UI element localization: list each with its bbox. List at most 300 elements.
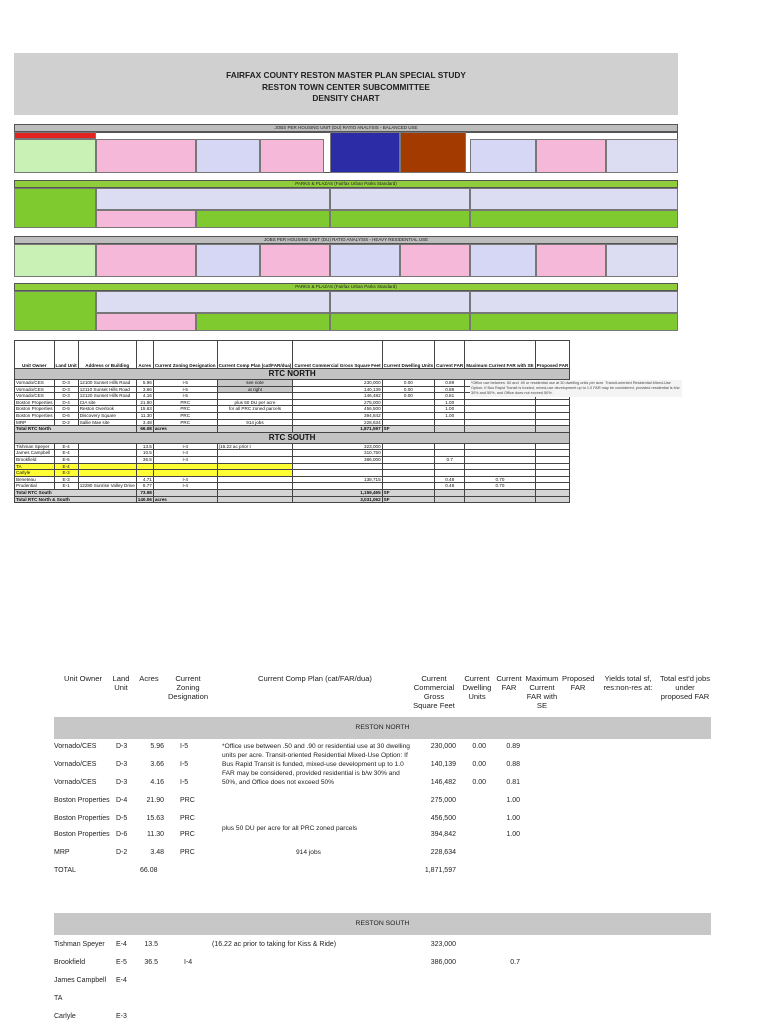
owner-cell: MRP bbox=[15, 419, 55, 426]
land-unit-cell: D-3 bbox=[116, 779, 128, 786]
far-cell: 1.00 bbox=[506, 797, 520, 804]
land-unit-cell: D-4 bbox=[116, 797, 128, 804]
maxfar-cell bbox=[465, 399, 535, 406]
sf-cell: 386,000 bbox=[293, 456, 382, 463]
col-header: Current Comp Plan (cat/FAR/dua) bbox=[217, 341, 293, 369]
propfar-cell bbox=[535, 456, 570, 463]
balanced-use-bar: JOBS PER HOUSING UNIT (DU) RATIO ANALYSIS - BALANCED USE bbox=[14, 124, 678, 132]
total-acres: 66.08 bbox=[136, 426, 153, 433]
du-cell bbox=[382, 412, 435, 419]
total-sf: 1,871,597 bbox=[293, 426, 382, 433]
grid-cell bbox=[400, 132, 466, 173]
col-header-jobs: Total est'd jobs under proposed FAR bbox=[660, 674, 710, 701]
table-row bbox=[15, 406, 570, 413]
du-cell: 0.00 bbox=[472, 743, 486, 750]
grid-cell bbox=[96, 244, 196, 277]
plan-cell bbox=[217, 463, 293, 470]
owner-cell: Boston Properties bbox=[54, 797, 110, 804]
table-row bbox=[15, 443, 570, 450]
acres-cell: 13.5 bbox=[136, 443, 153, 450]
zoning-cell: I-5 bbox=[180, 779, 189, 786]
rtc-all-total bbox=[15, 496, 570, 503]
land-unit-cell: D-3 bbox=[54, 380, 78, 387]
table-row bbox=[15, 470, 570, 477]
sf-cell: 146,482 bbox=[430, 779, 456, 786]
grid-cell bbox=[470, 139, 536, 173]
maxfar-cell bbox=[465, 470, 535, 477]
owner-cell: Boston Properties bbox=[16, 399, 53, 405]
land-unit-cell: E-1 bbox=[54, 483, 78, 490]
owner-cell: Prudential bbox=[15, 483, 55, 490]
grid-cell bbox=[470, 188, 678, 210]
col-header: Acres bbox=[136, 341, 153, 369]
land-unit-cell: D-4 bbox=[54, 399, 78, 406]
land-unit-cell: E-3 bbox=[54, 476, 78, 483]
far-cell: 0.89 bbox=[435, 380, 465, 387]
col-header-sf: Current Commercial Gross Square Feet bbox=[413, 674, 455, 710]
owner-cell: Vornado/CES bbox=[54, 743, 97, 750]
plan-cell: (16.22 ac prior to taking for Kiss & Ride) bbox=[212, 941, 337, 948]
plan-cell bbox=[217, 412, 293, 419]
owner-cell: Boston Properties bbox=[54, 831, 110, 838]
address-cell bbox=[78, 476, 136, 483]
col-header: Unit Owner bbox=[15, 341, 55, 369]
du-cell bbox=[382, 443, 435, 450]
grid-cell bbox=[330, 291, 470, 313]
land-unit-cell: E-4 bbox=[54, 443, 78, 450]
acres-cell: 11.30 bbox=[136, 412, 153, 419]
owner-cell: TA bbox=[15, 463, 55, 470]
grid-cell bbox=[470, 244, 536, 277]
col-header-owner: Unit Owner bbox=[64, 674, 102, 683]
far-cell: 0.88 bbox=[506, 761, 520, 768]
total-acres: 73.98 bbox=[136, 489, 153, 496]
grid-cell bbox=[330, 244, 400, 277]
du-cell: 0.00 bbox=[382, 386, 435, 393]
plan-cell: see note bbox=[217, 380, 293, 387]
plan-note: *Office use between .50 and .90 or residential use at 30 dwelling units per acre. Transit-oriented Residential Mixed-Use Option: If Bus Rapid Transit is funded, mixed-use development up to 1.0 FAR may be considered, provided residential is b/w 30% and 50%, and Office does not exceed 50% bbox=[222, 743, 410, 786]
propfar-cell bbox=[535, 483, 570, 490]
col-header: Current Dwelling Units bbox=[382, 341, 435, 369]
grid-cell bbox=[196, 210, 330, 228]
plan-mrp: 914 jobs bbox=[296, 849, 321, 856]
col-header: Land Unit bbox=[54, 341, 78, 369]
owner-cell: Tishman Speyer bbox=[54, 941, 105, 948]
propfar-cell bbox=[535, 450, 570, 457]
total-label: Total RTC North & South bbox=[15, 496, 137, 503]
acres-cell: 3.66 bbox=[150, 761, 164, 768]
grid-cell bbox=[536, 244, 606, 277]
owner-cell: Brookfield bbox=[54, 959, 86, 966]
acres-cell: 4.16 bbox=[150, 779, 164, 786]
zoning-cell: I-4 bbox=[153, 476, 217, 483]
grid-cell bbox=[606, 139, 678, 173]
address-cell bbox=[78, 443, 136, 450]
total-sf: 1,871,597 bbox=[424, 867, 456, 874]
land-unit-cell: D-2 bbox=[54, 419, 78, 426]
grid-cell bbox=[400, 244, 470, 277]
zoning-cell: I-4 bbox=[153, 443, 217, 450]
acres-cell: 3.48 bbox=[150, 849, 164, 856]
sf-cell: 456,500 bbox=[293, 406, 382, 413]
side-note: *Office use between .50 and .90 or residential use at 30 dwelling units per acre. Transit-oriented Residential Mixed-Use Option: If Bus Rapid Transit is funded, mixed-use development up to 1.0 FAR may be considered, provided residential is b/w 30% and 50%, and Office does not exceed 50%. bbox=[470, 380, 682, 397]
acres-cell: 36.5 bbox=[144, 959, 158, 966]
owner-cell: Beneteau bbox=[15, 476, 55, 483]
propfar-cell bbox=[535, 399, 570, 406]
sf-cell: 275,000 bbox=[430, 797, 456, 804]
grid-cell bbox=[96, 188, 330, 210]
plan-cell: for all PRC zoned parcels bbox=[217, 406, 293, 413]
grid-cell bbox=[96, 210, 196, 228]
land-unit-cell: D-5 bbox=[116, 815, 128, 822]
sf-cell: 228,634 bbox=[293, 419, 382, 426]
owner-cell: Boston Properties bbox=[54, 815, 110, 822]
col-header-du: Current Dwelling Units bbox=[462, 674, 492, 701]
land-unit-cell: E-4 bbox=[54, 463, 78, 470]
reston-south-band: RESTON SOUTH bbox=[54, 913, 711, 935]
far-cell bbox=[435, 450, 465, 457]
land-unit-cell: D-5 bbox=[54, 406, 78, 413]
acres-cell: 15.63 bbox=[146, 815, 164, 822]
col-header-land: Land Unit bbox=[112, 674, 130, 692]
header-line-2: RESTON TOWN CENTER SUBCOMMITTEE bbox=[262, 81, 430, 92]
zoning-cell: PRC bbox=[153, 399, 217, 406]
total-sf-unit: SF bbox=[382, 489, 435, 496]
col-header: Proposed FAR bbox=[535, 341, 570, 369]
acres-cell: 5.96 bbox=[136, 380, 153, 387]
sf-cell: 140,139 bbox=[293, 386, 382, 393]
owner-cell: Boston Properties bbox=[16, 413, 53, 419]
far-cell bbox=[435, 443, 465, 450]
acres-cell: 21.90 bbox=[146, 797, 164, 804]
land-unit-cell: D-6 bbox=[54, 412, 78, 419]
sf-cell: 310,750 bbox=[293, 450, 382, 457]
plan-cell bbox=[217, 450, 293, 457]
address-cell: 12280 Sunrise Valley Drive bbox=[79, 483, 135, 489]
acres-cell bbox=[136, 470, 153, 477]
total-sf-unit: SF bbox=[382, 496, 435, 503]
acres-cell: 4.71 bbox=[136, 476, 153, 483]
acres-cell: 15.63 bbox=[136, 406, 153, 413]
zoning-cell: I-4 bbox=[153, 483, 217, 490]
sf-cell: 394,842 bbox=[430, 831, 456, 838]
zoning-cell: I-5 bbox=[180, 761, 189, 768]
col-header-yields: Yields total sf, res:non-res at: bbox=[603, 674, 653, 692]
zoning-cell: PRC bbox=[153, 412, 217, 419]
acres-cell: 11.30 bbox=[147, 831, 164, 838]
acres-cell: 36.5 bbox=[136, 456, 153, 463]
document-header bbox=[14, 53, 678, 115]
grid-cell bbox=[196, 244, 260, 277]
plan-cell: at right bbox=[217, 386, 293, 393]
propfar-cell bbox=[535, 406, 570, 413]
zoning-cell: PRC bbox=[180, 797, 195, 804]
zoning-cell bbox=[153, 470, 217, 477]
zoning-cell: PRC bbox=[180, 831, 195, 838]
grid-cell bbox=[260, 139, 324, 173]
address-cell bbox=[78, 470, 136, 477]
far-cell: 1.00 bbox=[435, 412, 465, 419]
land-unit-cell: D-3 bbox=[54, 386, 78, 393]
plan-cell bbox=[217, 476, 293, 483]
table-row bbox=[15, 483, 570, 490]
grid-cell bbox=[14, 132, 96, 139]
address-cell: 12110 Sunset Hills Road bbox=[78, 386, 136, 393]
land-unit-cell: D-6 bbox=[116, 831, 128, 838]
du-cell bbox=[382, 456, 435, 463]
propfar-cell bbox=[535, 463, 570, 470]
plan-cell bbox=[217, 393, 293, 400]
grid-cell bbox=[470, 291, 678, 313]
far-cell: 0.7 bbox=[435, 456, 465, 463]
owner-cell: Carlyle bbox=[54, 1013, 76, 1020]
owner-cell: Vornado/CES bbox=[54, 779, 97, 786]
maxfar-cell bbox=[465, 456, 535, 463]
rtc-south-title: RTC SOUTH bbox=[15, 432, 570, 443]
du-cell bbox=[382, 470, 435, 477]
sf-cell: 456,500 bbox=[430, 815, 456, 822]
land-unit-cell: D-3 bbox=[116, 743, 128, 750]
owner-cell: Vornado/CES bbox=[15, 380, 55, 387]
grid-cell bbox=[96, 291, 330, 313]
maxfar-cell bbox=[465, 419, 535, 426]
total-label: Total RTC South bbox=[15, 489, 137, 496]
zoning-cell: PRC bbox=[153, 406, 217, 413]
zoning-cell: I-4 bbox=[184, 959, 193, 966]
total-sf: 1,159,465 bbox=[293, 489, 382, 496]
du-cell: 0.00 bbox=[472, 761, 486, 768]
table-row bbox=[15, 463, 570, 470]
owner-cell: Tishman Speyer bbox=[15, 443, 55, 450]
col-header-acres: Acres bbox=[139, 674, 159, 683]
total-label: TOTAL bbox=[54, 867, 76, 874]
grid-cell bbox=[606, 244, 678, 277]
maxfar-cell: 0.70 bbox=[465, 483, 535, 490]
maxfar-cell bbox=[465, 406, 535, 413]
sf-cell: 140,139 bbox=[430, 761, 456, 768]
far-cell: 0.88 bbox=[435, 386, 465, 393]
acres-cell: 8.77 bbox=[136, 483, 153, 490]
rtc-table bbox=[14, 340, 570, 503]
grid-cell bbox=[14, 188, 96, 228]
far-cell: 0.48 bbox=[435, 476, 465, 483]
land-unit-cell: E-4 bbox=[116, 977, 127, 984]
table-row bbox=[15, 412, 570, 419]
grid-cell bbox=[196, 139, 260, 173]
du-cell bbox=[382, 399, 435, 406]
du-cell bbox=[382, 450, 435, 457]
grid-cell bbox=[470, 313, 678, 331]
plan-cell bbox=[217, 483, 293, 490]
zoning-cell: I-4 bbox=[153, 450, 217, 457]
far-cell: 1.00 bbox=[435, 399, 465, 406]
address-cell bbox=[78, 456, 136, 463]
rtc-north-total bbox=[15, 426, 570, 433]
rtc-table-header bbox=[15, 341, 570, 369]
du-cell: 0.00 bbox=[382, 393, 435, 400]
col-header-propfar: Proposed FAR bbox=[562, 674, 595, 692]
land-unit-cell: E-5 bbox=[54, 456, 78, 463]
propfar-cell bbox=[535, 476, 570, 483]
du-cell bbox=[382, 419, 435, 426]
address-cell bbox=[78, 463, 136, 470]
owner-cell: Brookfield bbox=[15, 456, 55, 463]
du-cell: 0.00 bbox=[382, 380, 435, 387]
owner-cell: MRP bbox=[54, 849, 70, 856]
zoning-cell: PRC bbox=[180, 849, 195, 856]
acres-cell: 5.96 bbox=[150, 743, 164, 750]
sf-cell: 230,000 bbox=[430, 743, 456, 750]
grid-cell bbox=[96, 313, 196, 331]
acres-cell bbox=[136, 463, 153, 470]
sf-cell: 138,715 bbox=[293, 476, 382, 483]
far-cell bbox=[435, 463, 465, 470]
owner-cell: TA bbox=[54, 995, 63, 1002]
col-header-zoning: Current Zoning Designation bbox=[167, 674, 209, 701]
land-unit-cell: D-2 bbox=[116, 849, 128, 856]
address-cell: Sallie Mae site bbox=[78, 419, 136, 426]
acres-cell: 13.5 bbox=[144, 941, 158, 948]
far-cell: 1.00 bbox=[435, 406, 465, 413]
land-unit-cell: D-3 bbox=[116, 761, 128, 768]
table-row bbox=[15, 419, 570, 426]
zoning-cell: I-4 bbox=[153, 456, 217, 463]
table-row bbox=[15, 450, 570, 457]
total-sf: 3,031,062 bbox=[293, 496, 382, 503]
grid-cell bbox=[260, 244, 330, 277]
sf-cell: 323,000 bbox=[430, 941, 456, 948]
zoning-cell: I-5 bbox=[180, 743, 189, 750]
far-cell: 1.00 bbox=[506, 831, 520, 838]
grid-cell bbox=[14, 139, 96, 173]
col-header: Current Commercial Gross Square Feet bbox=[293, 341, 382, 369]
land-unit-cell: E-4 bbox=[116, 941, 127, 948]
du-cell bbox=[382, 483, 435, 490]
owner-cell: Carlyle bbox=[15, 470, 55, 477]
table-row bbox=[15, 456, 570, 463]
owner-cell: James Campbell bbox=[54, 977, 107, 984]
col-header-plan: Current Comp Plan (cat/FAR/dua) bbox=[258, 674, 372, 683]
total-acres: 140.06 bbox=[137, 496, 152, 502]
far-cell: 0.7 bbox=[510, 959, 520, 966]
sf-cell: 230,000 bbox=[293, 380, 382, 387]
land-unit-cell: D-3 bbox=[54, 393, 78, 400]
acres-cell: 3.48 bbox=[136, 419, 153, 426]
grid-cell bbox=[470, 210, 678, 228]
du-cell bbox=[382, 463, 435, 470]
table-row bbox=[15, 399, 570, 406]
du-cell bbox=[382, 406, 435, 413]
owner-cell: Vornado/CES bbox=[54, 761, 97, 768]
owner-cell: Vornado/CES bbox=[15, 393, 55, 400]
rtc-south-rows bbox=[15, 443, 570, 489]
far-cell: 0.81 bbox=[435, 393, 465, 400]
total-unit: acres bbox=[153, 496, 217, 503]
address-cell: Reston Overlook bbox=[78, 406, 136, 413]
zoning-cell: I-5 bbox=[153, 380, 217, 387]
far-cell bbox=[435, 419, 465, 426]
sf-cell: 386,000 bbox=[430, 959, 456, 966]
total-unit: acres bbox=[153, 426, 217, 433]
plan-prc: plus 50 DU per acre for all PRC zoned parcels bbox=[222, 825, 358, 832]
total-label: Total RTC North bbox=[15, 426, 137, 433]
acres-cell: 3.66 bbox=[136, 386, 153, 393]
propfar-cell bbox=[535, 443, 570, 450]
grid-cell bbox=[536, 139, 606, 173]
grid-cell bbox=[330, 132, 400, 173]
sf-cell bbox=[293, 470, 382, 477]
propfar-cell bbox=[535, 419, 570, 426]
du-cell bbox=[382, 476, 435, 483]
acres-cell: 21.90 bbox=[136, 399, 153, 406]
plan-cell: 914 jobs bbox=[217, 419, 293, 426]
zoning-cell: I-5 bbox=[153, 386, 217, 393]
col-header: Address or Building bbox=[78, 341, 136, 369]
grid-cell bbox=[14, 244, 96, 277]
acres-cell: 4.16 bbox=[136, 393, 153, 400]
grid-cell bbox=[330, 210, 470, 228]
maxfar-cell bbox=[465, 412, 535, 419]
propfar-cell bbox=[535, 470, 570, 477]
acres-cell: 10.5 bbox=[136, 450, 153, 457]
grid-cell bbox=[96, 139, 196, 173]
parks-bar-1: PARKS & PLAZAS (Fairfax Urban Parks Standard) bbox=[14, 180, 678, 188]
header-line-1: FAIRFAX COUNTY RESTON MASTER PLAN SPECIAL STUDY bbox=[226, 70, 466, 80]
plan-cell bbox=[217, 456, 293, 463]
col-header-maxfar: Maximum Current FAR with SE bbox=[525, 674, 559, 710]
col-header: Current FAR bbox=[435, 341, 465, 369]
col-header: Maximum Current FAR with SE bbox=[465, 341, 535, 369]
sf-cell bbox=[293, 483, 382, 490]
heavy-residential-bar: JOBS PER HOUSING UNIT (DU) RATIO ANALYSIS - HEAVY RESIDENTIAL USE bbox=[14, 236, 678, 244]
far-cell: 0.81 bbox=[506, 779, 520, 786]
owner-cell: James Campbell bbox=[15, 450, 55, 457]
plan-cell: plus 50 DU per acre bbox=[217, 399, 293, 406]
maxfar-cell bbox=[465, 463, 535, 470]
total-acres: 66.08 bbox=[140, 867, 158, 874]
plan-cell bbox=[217, 470, 293, 477]
col-header-far: Current FAR bbox=[496, 674, 522, 692]
land-unit-cell: E-3 bbox=[116, 1013, 127, 1020]
col-header: Current Zoning Designation bbox=[153, 341, 217, 369]
sf-cell: 228,634 bbox=[430, 849, 456, 856]
grid-cell bbox=[14, 291, 96, 331]
address-cell bbox=[78, 450, 136, 457]
sf-cell: 323,000 bbox=[293, 443, 382, 450]
zoning-cell bbox=[153, 463, 217, 470]
far-cell: 1.00 bbox=[506, 815, 520, 822]
maxfar-cell: 0.70 bbox=[465, 476, 535, 483]
land-unit-cell: E-5 bbox=[116, 959, 127, 966]
header-line-3: DENSITY CHART bbox=[312, 93, 380, 103]
grid-cell bbox=[330, 313, 470, 331]
sf-cell bbox=[293, 463, 382, 470]
maxfar-cell bbox=[465, 450, 535, 457]
far-cell: 0.48 bbox=[435, 483, 465, 490]
rtc-south-total bbox=[15, 489, 570, 496]
maxfar-cell bbox=[465, 443, 535, 450]
address-cell: 12120 Sunset Hills Road bbox=[78, 393, 136, 400]
zoning-cell: I-5 bbox=[153, 393, 217, 400]
address-cell: CIA site bbox=[78, 399, 136, 406]
far-cell bbox=[435, 470, 465, 477]
grid-cell bbox=[330, 188, 470, 210]
owner-cell: Vornado/CES bbox=[15, 386, 55, 393]
parks-bar-2: PARKS & PLAZAS (Fairfax Urban Parks Standard) bbox=[14, 283, 678, 291]
zoning-cell: PRC bbox=[153, 419, 217, 426]
sf-cell: 394,842 bbox=[293, 412, 382, 419]
far-cell: 0.89 bbox=[506, 743, 520, 750]
